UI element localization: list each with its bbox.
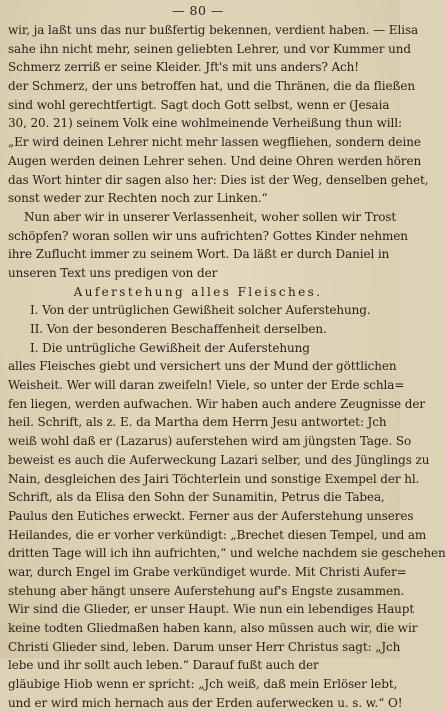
text-line: schöpfen? woran sollen wir uns aufrichten? Gottes Kinder nehmen [8,228,408,243]
text-line: unseren Text uns predigen von der [8,265,218,280]
page-number: — 80 — [172,3,224,18]
text-line: dritten Tage will ich ihn aufrichten,“ und welche nachdem sie geschehen [8,546,446,561]
text-line: Augen werden deinen Lehrer sehen. Und deine Ohren werden hören [8,153,422,168]
text-line: alles Fleisches giebt und versichert uns der Mund der göttlichen [8,359,397,374]
text-line: und er wird mich hernach aus der Erden auferwecken u. s. w.“ O! [8,695,403,710]
outline-item: II. Von der besonderen Beschaffenheit derselben. [30,322,327,336]
text-line: ihre Zuflucht immer zu seinem Wort. Da läßt er durch Daniel in [8,247,390,262]
text-line: Christi Glieder sind, leben. Darum unser Herr Christus sagt: „Jch [8,639,401,654]
text-line: Nain, desgleichen des Jairi Töchterlein und sonstige Exempel der hl. [8,471,420,486]
text-line: Weisheit. Wer will daran zweifeln! Viele, so unter der Erde schla= [8,378,405,393]
text-line: fen liegen, werden aufwachen. Wir haben auch andere Zeugnisse der [8,396,425,411]
text-line: Paulus den Eutiches erweckt. Ferner aus der Auferstehung unseres [8,508,414,523]
text-line: lebe und ihr sollt auch leben.“ Darauf fußt auch der [8,658,319,673]
text-line: 30, 20. 21) seinem Volk eine wohlmeinende Verheißung thun will: [8,116,402,131]
text-line: der Schmerz, der uns betroffen hat, und die Thränen, die da fließen [8,79,416,94]
text-line: Heilandes, die er vorher verkündigt: „Brechet diesen Tempel, und am [8,527,427,542]
outline-item: I. Von der untrüglichen Gewißheit solcher Auferstehung. [30,303,371,318]
text-line: das Wort hinter dir sagen also her: Dies ist der Weg, denselben gehet, [8,172,429,187]
text-line: I. Die untrügliche Gewißheit der Auferstehung [30,340,310,355]
text-line: heil. Schrift, als z. E. da Martha dem Herrn Jesu antwortet: Jch [8,415,387,430]
text-line: gläubige Hiob wenn er spricht: „Jch weiß, daß mein Erlöser lebt, [8,677,398,692]
text-line: keine todten Gliedmaßen haben kann, also müssen auch wir, die wir [8,621,418,635]
section-heading: Auferstehung alles Fleisches. [73,284,323,299]
text-line: Nun aber wir in unserer Verlassenheit, woher sollen wir Trost [24,209,397,224]
text-line: sahe ihn nicht mehr, seinen geliebten Lehrer, und vor Kummer und [8,41,411,56]
text-line: Schmerz zerriß er seine Kleider. Jft's mit uns anders? Ach! [8,60,360,75]
text-line: sind wohl gerechtfertigt. Sagt doch Gott selbst, wenn er (Jesaia [8,97,390,112]
text-line: sonst weder zur Rechten noch zur Linken.“ [8,191,268,206]
body-text [8,21,446,712]
text-line: Wir sind die Glieder, er unser Haupt. Wie nun ein lebendiges Haupt [8,602,415,617]
text-line: „Er wird deinen Lehrer nicht mehr lassen wegfliehen, sondern deine [8,135,421,150]
text-line: stehung aber hängt unsere Auferstehung auf's Engste zusammen. [8,583,405,598]
text-line: war, durch Engel im Grabe verkündiget wurde. Mit Christi Aufer= [8,564,407,579]
text-line: weiß wohl daß er (Lazarus) auferstehen wird am jüngsten Tage. So [8,434,412,449]
text-line: beweist es auch die Auferweckung Lazari selber, und des Jünglings zu [8,452,430,467]
text-line: Schrift, als da Elisa den Sohn der Sunamitin, Petrus die Tabea, [8,490,385,505]
text-line: wir, ja laßt uns das nur bußfertig bekennen, verdient haben. — Elisa [8,23,419,37]
